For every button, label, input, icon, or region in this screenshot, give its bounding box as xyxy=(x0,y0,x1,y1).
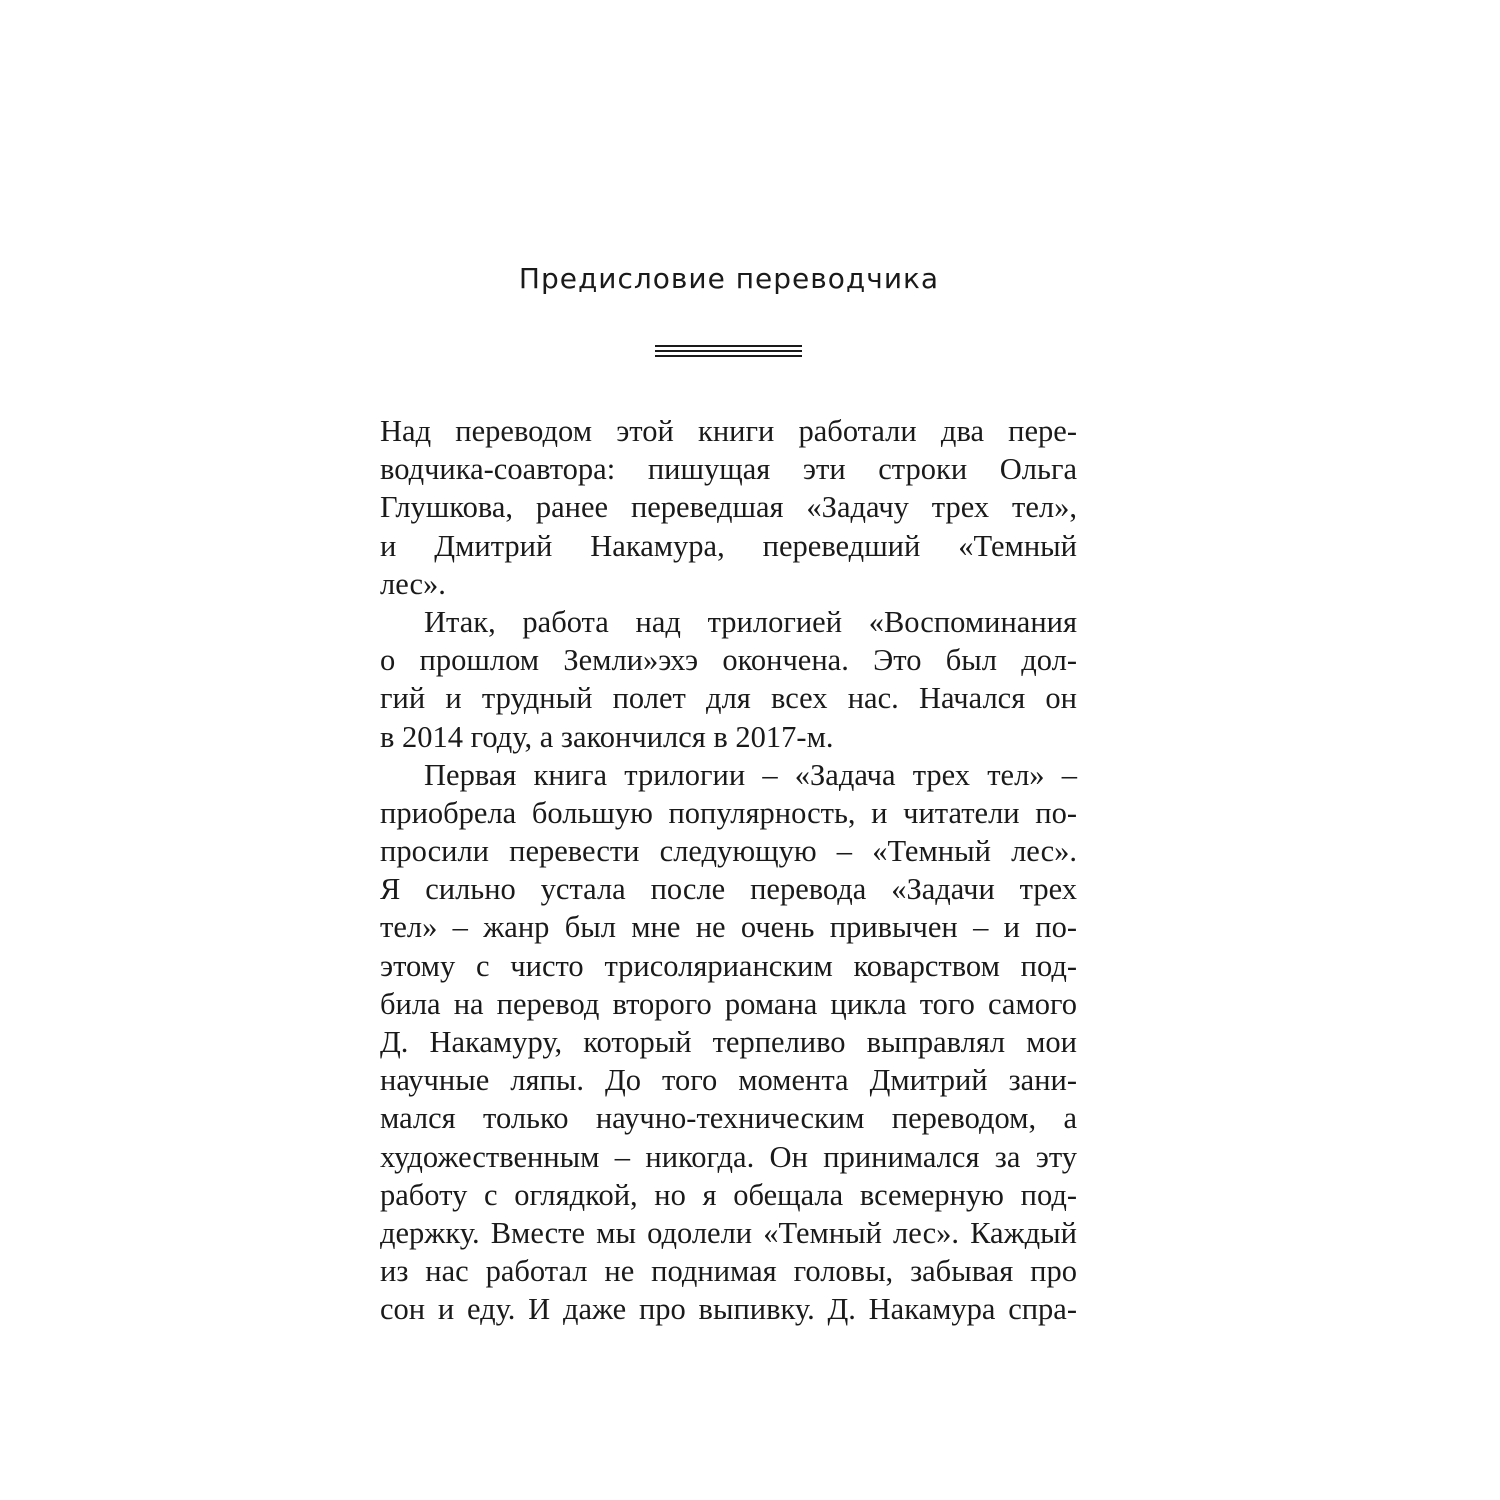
ornament-rule xyxy=(655,345,802,347)
ornament-rule xyxy=(655,350,802,352)
text-line: просили перевести следующую – «Темный лес». xyxy=(380,834,1077,869)
ornament-rule xyxy=(655,355,802,357)
text-line: в 2014 году, а закончился в 2017-м. xyxy=(380,719,834,754)
text-line: тел» – жанр был мне не очень привычен – и по- xyxy=(380,910,1077,945)
chapter-title: Предисловие переводчика xyxy=(518,262,940,295)
text-line: била на перевод второго романа цикла того самого xyxy=(380,986,1077,1021)
body-text xyxy=(380,412,1077,1329)
text-line: сон и еду. И даже про выпивку. Д. Накамура спра- xyxy=(380,1292,1077,1327)
text-line: Глушкова, ранее переведшая «Задачу трех тел», xyxy=(380,490,1077,525)
text-line: лес». xyxy=(380,566,446,601)
text-line: Д. Накамуру, который терпеливо выправлял мои xyxy=(380,1025,1077,1059)
text-line: Над переводом этой книги работали два пере- xyxy=(380,414,1077,448)
text-line: держку. Вместе мы одолели «Темный лес». Каждый xyxy=(380,1215,1077,1250)
text-line: о прошлом Земли»эхэ окончена. Это был дол- xyxy=(380,643,1077,678)
text-line: Я сильно устала после перевода «Задачи трех xyxy=(380,872,1077,907)
text-line: гий и трудный полет для всех нас. Начался он xyxy=(380,681,1077,716)
text-line: водчика-соавтора: пишущая эти строки Ольга xyxy=(380,452,1077,487)
text-line: Итак, работа над трилогией «Воспоминания xyxy=(424,604,1077,639)
text-line: художественным – никогда. Он принимался за эту xyxy=(380,1139,1077,1174)
text-line: научные ляпы. До того момента Дмитрий зани- xyxy=(380,1063,1077,1098)
text-line: приобрела большую популярность, и читатели по- xyxy=(380,795,1077,830)
text-line: мался только научно-техническим переводом, а xyxy=(380,1101,1077,1136)
triple-rule-ornament-icon xyxy=(655,345,802,361)
text-line: Первая книга трилогии – «Задача трех тел» – xyxy=(424,757,1077,792)
text-line: работу с оглядкой, но я обещала всемерную под- xyxy=(380,1177,1077,1212)
text-line: из нас работал не поднимая головы, забывая про xyxy=(380,1254,1077,1289)
text-line: этому с чисто трисолярианским коварством под- xyxy=(380,948,1077,983)
text-line: и Дмитрий Накамура, переведший «Темный xyxy=(380,528,1077,563)
